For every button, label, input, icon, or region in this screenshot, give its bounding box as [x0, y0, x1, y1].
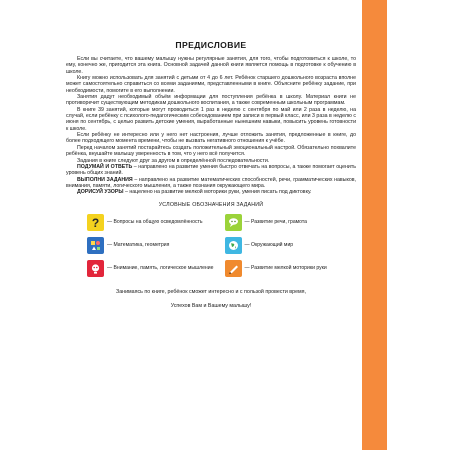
- legend-item: [87, 236, 219, 256]
- section-head: ВЫПОЛНИ ЗАДАНИЯ: [77, 176, 133, 183]
- orange-side-band: [362, 0, 387, 450]
- legend-label: — Окружающий мир: [244, 241, 294, 248]
- section-head: ПОДУМАЙ И ОТВЕТЬ: [77, 163, 133, 170]
- pencil-icon: [225, 260, 242, 277]
- page-title: ПРЕДИСЛОВИЕ: [175, 40, 247, 50]
- paragraph: Если вы считаете, что вашему малышу нужны регулярные занятия, для того, чтобы подготовиться к школе, то ему, конечно же, пригодится эта книга. Основной задачей данной книги является помощь в подготовке к обучению в школе.: [66, 56, 356, 75]
- legend-label: — Внимание, память, логическое мышление: [107, 264, 214, 271]
- section-head: ДОРИСУЙ УЗОРЫ: [77, 189, 124, 196]
- legend-label: — Математика, геометрия: [107, 241, 170, 248]
- paragraph: Занятия дадут необходимый объём информации для поступления ребёнка в школу. Материал книги не противоречит существующим методикам дошкольного воспитания, а также современным школьным программам.: [66, 94, 356, 107]
- section-think: [66, 164, 356, 177]
- legend-item: [225, 236, 357, 256]
- legend-item: [225, 213, 357, 233]
- section-text: – нацелено на развитие мелкой моторики руки, умения писать под диктовку.: [123, 189, 312, 196]
- svg-text:?: ?: [91, 216, 100, 230]
- legend-title: УСЛОВНЫЕ ОБОЗНАЧЕНИЯ ЗАДАНИЙ: [158, 201, 264, 208]
- legend-label: — Вопросы на общую осведомлённость: [107, 218, 203, 225]
- footer-line: Успехов Вам и Вашему малышу!: [170, 302, 252, 309]
- footer-line: Занимаясь по книге, ребёнок сможет интересно и с пользой провести время,: [116, 288, 306, 295]
- brain-icon: [87, 260, 104, 277]
- legend-grid: [66, 213, 356, 279]
- globe-icon: [225, 237, 242, 254]
- section-tasks: [66, 177, 356, 190]
- paragraph: Задания в книге следуют друг за другом в определённой последовательности.: [77, 157, 270, 164]
- paragraph: Перед началом занятий постарайтесь создать положительный эмоциональный настрой. Обязательно похвалите ребёнка, внушайте малышу уверенность в том, что у него всё получится.: [66, 144, 356, 158]
- legend-item: [225, 259, 357, 279]
- preface-page: [66, 28, 356, 438]
- section-text: – направлено на развитие умения быстро отвечать на вопросы, а также помогает оценить уровень общих знаний.: [66, 163, 356, 177]
- legend-item: [87, 259, 219, 279]
- paragraph: Если ребёнку не интересно или у него нет настроения, лучше отложить занятия, предложенные в книге, до более подходящего момента времени, чтобы не вызвать негативного отношения к учёбе.: [66, 132, 356, 145]
- math-icon: [87, 237, 104, 254]
- question-icon: [87, 214, 104, 231]
- paragraph: Книгу можно использовать для занятий с детьми от 4 до 6 лет. Ребёнок старшего дошкольного возраста вполне может самостоятельно справиться со всеми заданиями, представленными в книге. Объясните ребёнку задание, при необходимости, помогите в его выполнении.: [66, 75, 356, 94]
- speech-icon: [225, 214, 242, 231]
- footer: [66, 289, 356, 310]
- legend-label: — Развитие мелкой моторики руки: [244, 264, 327, 271]
- legend-label: — Развитие речи, грамота: [244, 218, 308, 225]
- preface-body: [66, 56, 356, 196]
- section-text: – направлено на развитие математических способностей, речи, грамматических навыков, внимания, памяти, логического мышления, а также познания окружающего мира.: [66, 176, 356, 189]
- section-patterns: [66, 189, 356, 195]
- paragraph: В книге 39 занятий, которые могут проводиться 1 раз в неделю с сентября по май или 2 раза в неделю, на случай, если ребёнку с психолого-педагогическим собеседованием при записи в первый класс, или 3 раза в неделю с июня по сентябрь, с целью развить детские умения, выработанные нынешним навыки, повысить уровень готовности к школе.: [66, 106, 356, 132]
- legend-item: [87, 213, 219, 233]
